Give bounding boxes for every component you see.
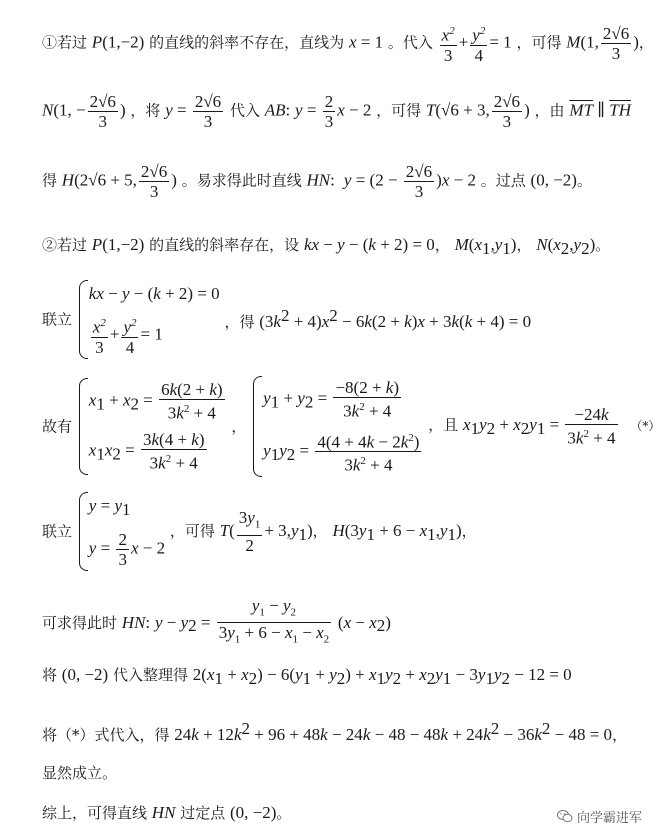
text: 将: [42, 666, 58, 684]
line-9: 将 (0, −2) 代入整理得 $2(x_1 + x_2) - 6(y_1 + y_2) + x_1y_2 + x_2y_1 - 3y_1y_2 - 12 = 0$: [42, 665, 572, 688]
text: 得: [42, 171, 58, 190]
text: 代入: [229, 101, 260, 120]
text: 代入整理得: [113, 666, 189, 684]
line-1: ①若过 P(1,−2) 的直线的斜率不存在，直线为 x = 1 。代入 $\frac{x^2}{3}$ + $\frac{y^2}{4}$ = 1 ，可得 M(1, $\frac{2√6}{3}$ )，: [42, 23, 654, 65]
line-5: 联立 kx − y − (k + 2) = 0 $\frac{x^2}{3}$ + $\frac{y^2}{4}$ = 1 ，得 $(3k^2 + 4)x^2 - 6k(2 + k)x + 3k(k + 4) = 0$: [42, 278, 531, 361]
star-marker: （*）: [630, 419, 660, 434]
text: ②若过: [42, 236, 88, 254]
watermark: [557, 807, 642, 826]
text: 联立: [42, 310, 73, 329]
line-6: 故有 $x_1 + x_2$ = $\frac{6k(2 + k)}{3k^2 + 4}$ $x_1x_2$ = $\frac{3k(4 + k)}{3k^2 + 4}$ ， $y_1 + y_2$ = $\frac{-8(2 + k)}{3k^2 + 4}$ $y_1y_2$ = $\frac{4(4 + 4k - 2k^2)}{3k^2 + 4}$ ，且 $x_1y_2 + x_2y_1$ = $\frac{-24k}{3k^2 + 4}$ （*）: [42, 374, 660, 479]
text: ①若过: [42, 33, 88, 52]
line-3: 得 H(2√6 + 5, $\frac{2√6}{3}$ ) 。易求得此时直线 HN: y = (2 − $\frac{2√6}{3}$ )x − 2 。过点 (0, −2)。: [42, 162, 592, 201]
text: ，由: [534, 101, 565, 120]
text: ，得: [224, 313, 255, 332]
text: 的直线的斜率不存在，直线为: [149, 33, 345, 52]
line-12: 综上，可得直线 HN 过定点 (0, −2)。: [42, 803, 292, 822]
line-10: 将（*）式代入，得 $24k + 12k^2 + 96 + 48k - 24k - 48 - 48k + 24k^2 - 36k^2 - 48 = 0$，: [42, 719, 628, 744]
line-2: N(1, − $\frac{2√6}{3}$ ) ，将 y = $\frac{2√6}{3}$ 代入 AB: y = $\frac{2}{3}$ x − 2 ，可得 T(√6 + 3, $\frac{2√6}{3}$ ) ，由 $\overline{MT}$ ∥ $\overline{TH}$: [42, 92, 632, 131]
text: 显然成立。: [42, 764, 118, 782]
text: ，可得: [516, 33, 562, 52]
text: 。代入: [387, 33, 433, 52]
text: ，将: [130, 101, 161, 120]
text: 的直线的斜率存在，设: [149, 236, 300, 254]
text: 故有: [42, 417, 73, 436]
text: 过定点: [180, 804, 226, 822]
line-11: [42, 762, 117, 784]
line-7: 联立 $y = y_1$ y = $\frac{2}{3}$ x − 2 ，可得 T( $\frac{3y_1}{2}$ + $3,y_1$)， $H(3y_1 + 6 - x_1,y_1)$，: [42, 490, 477, 573]
text: 。易求得此时直线: [181, 171, 302, 190]
wechat-icon: [557, 810, 573, 823]
line-4: ②若过 P(1,−2) 的直线的斜率存在，设 kx − y − (k + 2) = 0， $M(x_1,y_1)$， $N(x_2,y_2)$。: [42, 235, 611, 258]
text: 。过点: [480, 171, 526, 190]
text: 可求得此时: [42, 613, 118, 632]
text: 综上，可得直线: [42, 804, 148, 822]
watermark-label: 向学霸进军: [576, 811, 642, 826]
text: ，可得: [376, 101, 422, 120]
text: ，且: [428, 416, 459, 435]
text: ，可得: [169, 521, 215, 540]
text: 将（*）式代入，得: [42, 726, 170, 744]
line-8: 可求得此时 HN: $y - y_2$ = $\frac{y_1 - y_2}{3y_1 + 6 - x_1 - x_2}$ $(x - x_2)$: [42, 596, 391, 646]
text: 联立: [42, 522, 73, 541]
